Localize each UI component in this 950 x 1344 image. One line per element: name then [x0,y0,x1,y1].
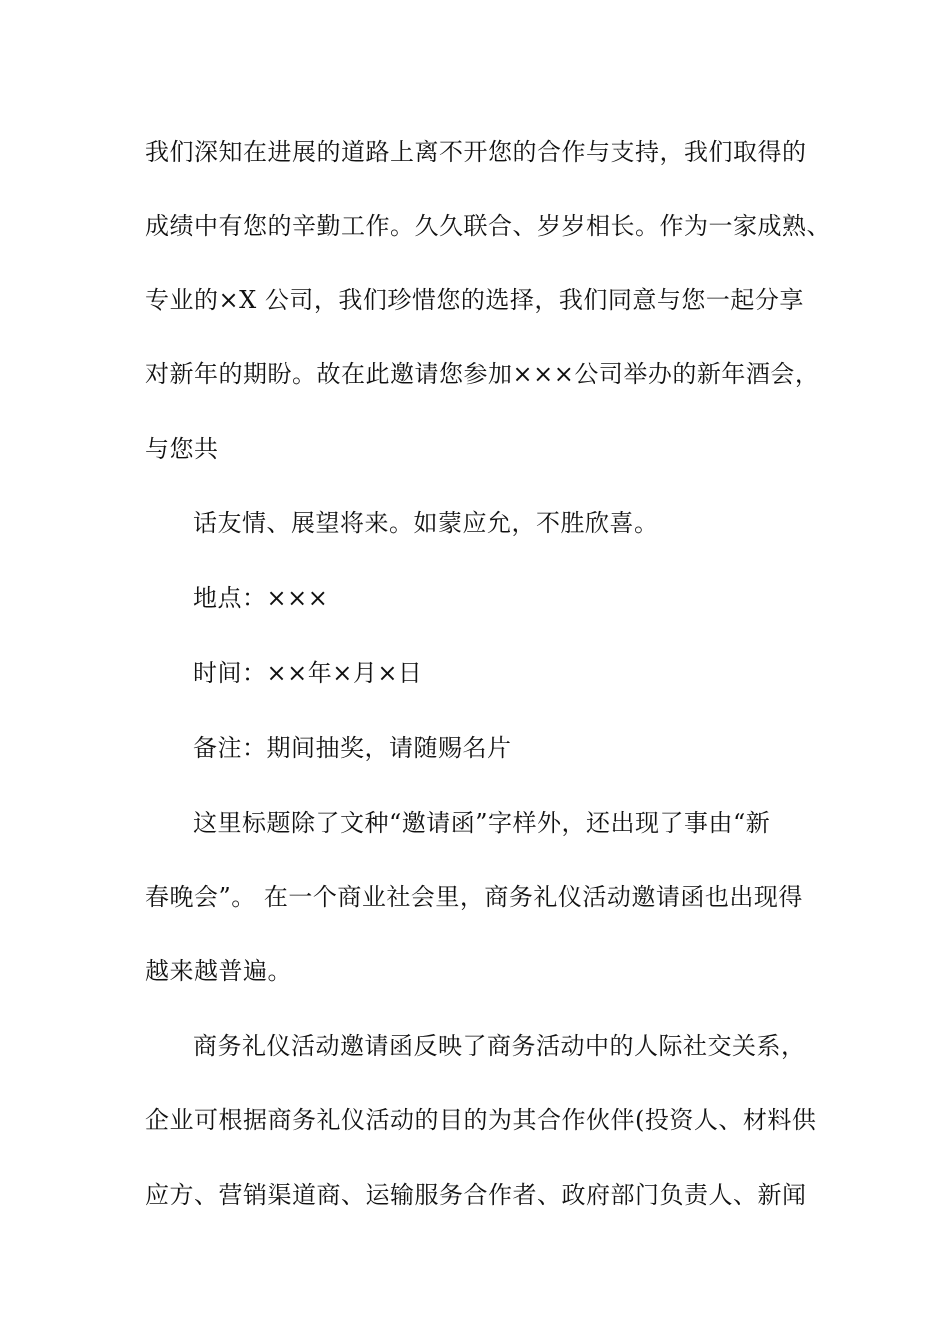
time-line: 时间：××年×月×日 [193,659,423,687]
text-line: 专业的×X 公司，我们珍惜您的选择，我们同意与您一起分享 [145,286,804,314]
text-line: 对新年的期盼。故在此邀请您参加×××公司举办的新年酒会， [145,360,820,388]
text-line: 成绩中有您的辛勤工作。久久联合、岁岁相长。作为一家成熟、 [145,212,831,240]
text-line: 我们深知在进展的道路上离不开您的合作与支持，我们取得的 [145,138,807,166]
text-line: 话友情、展望将来。如蒙应允，不胜欣喜。 [193,509,659,537]
text-line: 这里标题除了文种“邀请函”字样外，还出现了事由“新 [193,809,771,837]
text-line: 越来越普遍。 [145,957,292,985]
location-line: 地点：××× [193,584,329,612]
text-line: 与您共 [145,435,219,463]
text-line: 应方、营销渠道商、运输服务合作者、政府部门负责人、新闻 [145,1181,807,1209]
text-line: 企业可根据商务礼仪活动的目的为其合作伙伴(投资人、材料供 [145,1106,817,1134]
text-line: 商务礼仪活动邀请函反映了商务活动中的人际社交关系， [193,1032,806,1060]
note-line: 备注：期间抽奖，请随赐名片 [193,734,512,762]
text-line: 春晚会”。 在一个商业社会里，商务礼仪活动邀请函也出现得 [145,883,803,911]
